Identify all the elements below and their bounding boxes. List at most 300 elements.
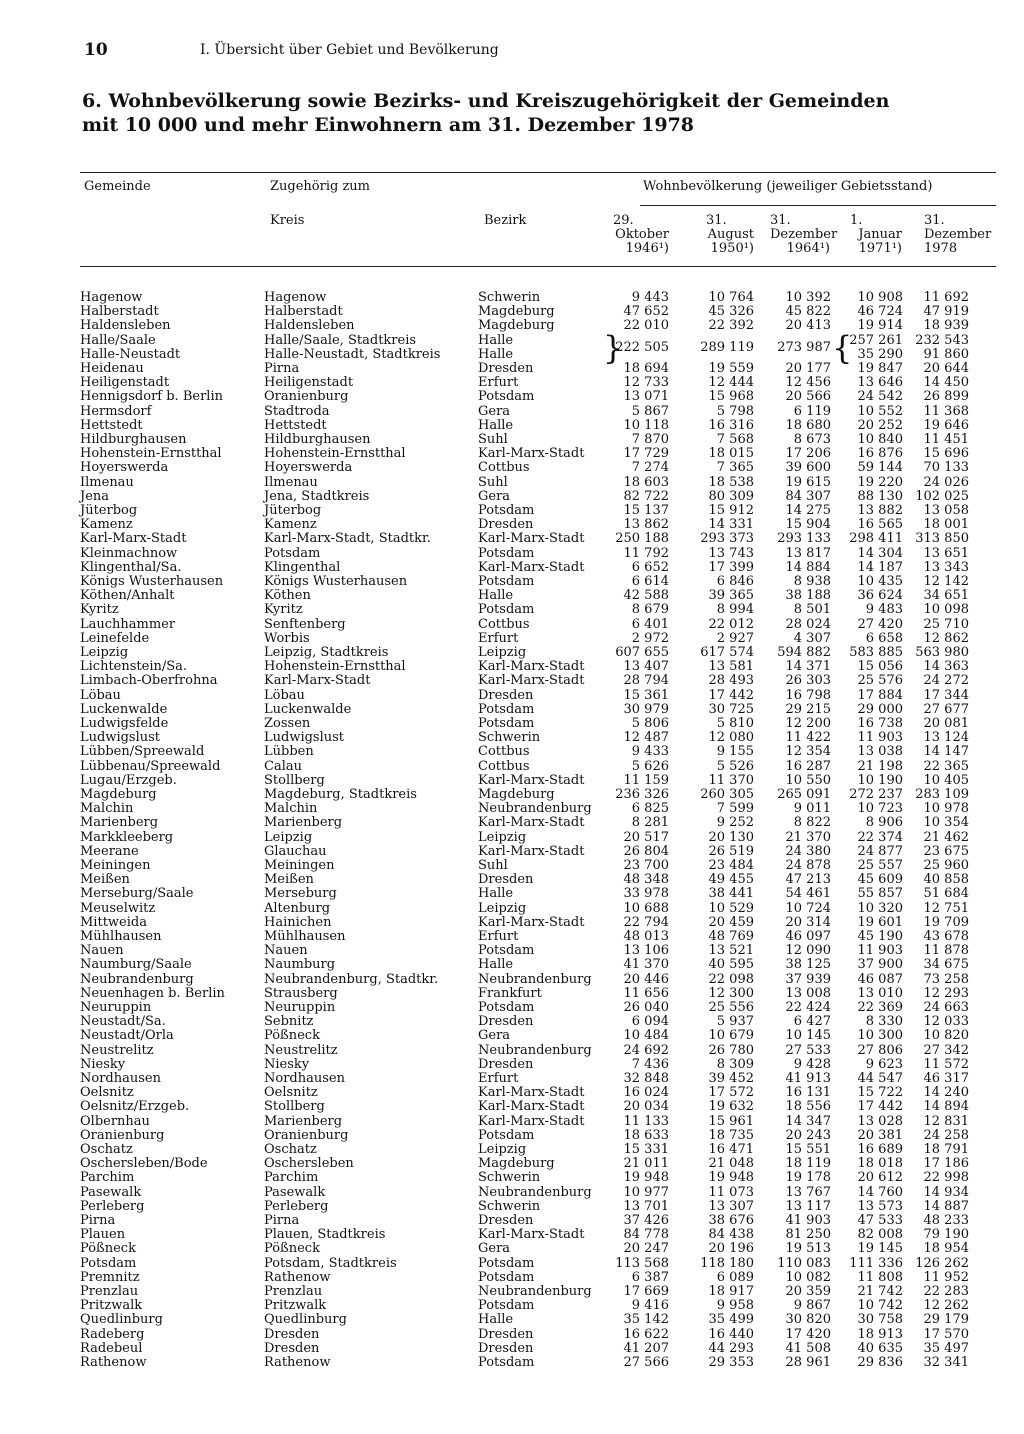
- value-1950-cell: 12 080: [708, 730, 754, 746]
- gemeinde-cell: Ludwigslust: [80, 730, 161, 746]
- gemeinde-cell: Niesky: [80, 1056, 126, 1072]
- bezirk-cell: Potsdam: [478, 602, 535, 618]
- value-1950-cell: 38 441: [708, 886, 754, 902]
- gemeinde-cell: Neustadt/Orla: [80, 1028, 174, 1044]
- value-1971-cell: 15 056: [857, 659, 903, 675]
- value-1978-cell: 24 663: [923, 1000, 969, 1015]
- table-title-line1: 6. Wohnbevölkerung sowie Bezirks- und Kreiszugehörigkeit der Gemeinden: [82, 90, 890, 112]
- value-1971-cell: 10 552: [857, 403, 903, 419]
- kreis-cell: Senftenberg: [264, 616, 346, 632]
- bezirk-cell: Dresden: [478, 1014, 534, 1030]
- brace-left: }: [603, 329, 624, 367]
- value-1971-cell: 8 906: [865, 815, 903, 831]
- value-1950-cell: 17 572: [708, 1085, 754, 1101]
- table-row: [0, 731, 1024, 745]
- gemeinde-cell: Luckenwalde: [80, 701, 168, 717]
- value-1946-cell: 28 794: [623, 673, 669, 689]
- gemeinde-cell: Kyritz: [80, 602, 119, 618]
- value-1964-cell: 19 178: [785, 1170, 831, 1186]
- value-1971-cell: 27 806: [857, 1042, 903, 1058]
- value-1964-cell: 14 347: [785, 1113, 831, 1129]
- gemeinde-cell: Lugau/Erzgeb.: [80, 772, 177, 788]
- value-1978-cell: 19 646: [923, 417, 969, 433]
- value-1978-cell: 22 998: [923, 1170, 969, 1186]
- value-1964-cell: 14 275: [785, 503, 831, 518]
- value-1946-cell: 18 603: [623, 474, 669, 490]
- value-1971-cell: 24 542: [857, 389, 903, 405]
- value-1964-cell: 19 615: [785, 474, 831, 490]
- kreis-cell: Malchin: [264, 801, 318, 817]
- value-1971-cell: 16 565: [857, 517, 903, 533]
- value-1978-cell: 13 651: [923, 545, 969, 561]
- kreis-cell: Altenburg: [264, 900, 331, 916]
- value-1946-cell: 9 443: [631, 290, 669, 305]
- value-1964-cell: 8 822: [793, 815, 831, 831]
- kreis-cell: Neuruppin: [264, 1000, 336, 1015]
- value-1964-cell: 19 513: [785, 1241, 831, 1257]
- value-1946-cell: 23 700: [623, 858, 669, 873]
- value-1978-cell: 14 894: [923, 1099, 969, 1115]
- value-1971-cell: 37 900: [857, 957, 903, 973]
- value-1964-cell: 20 413: [785, 318, 831, 334]
- value-1946-cell: 11 792: [623, 545, 669, 561]
- bezirk-cell: Dresden: [478, 1340, 534, 1356]
- value-1971-cell: 21 742: [857, 1284, 903, 1299]
- gemeinde-cell: Meerane: [80, 843, 139, 859]
- kreis-cell: Hohenstein-Ernstthal: [264, 659, 406, 675]
- value-1950-cell: 19 948: [708, 1170, 754, 1186]
- value-1971-cell: 17 884: [857, 687, 903, 703]
- value-1946-cell: 24 692: [623, 1042, 669, 1058]
- value-1946-cell: 20 034: [623, 1099, 669, 1115]
- value-1971-cell: 13 010: [857, 985, 903, 1001]
- value-1964-cell: 12 354: [785, 744, 831, 760]
- value-1950-cell: 23 484: [708, 858, 754, 873]
- value-1964-cell: 20 359: [785, 1284, 831, 1299]
- bezirk-cell: Potsdam: [478, 1269, 535, 1285]
- value-1971-cell: 22 369: [857, 1000, 903, 1015]
- table-row: [0, 1058, 1024, 1072]
- table-row: [0, 703, 1024, 717]
- gemeinde-cell: Radebeul: [80, 1340, 143, 1356]
- value-1978-cell: 19 709: [923, 914, 969, 930]
- value-1978-cell: 17 344: [923, 687, 969, 703]
- bezirk-cell: Karl-Marx-Stadt: [478, 1085, 585, 1101]
- bezirk-cell: Magdeburg: [478, 304, 555, 320]
- value-1946-cell: 607 655: [615, 645, 669, 660]
- kreis-cell: Luckenwalde: [264, 701, 352, 717]
- value-1978-cell: 27 342: [923, 1042, 969, 1058]
- gemeinde-cell: Magdeburg: [80, 787, 157, 802]
- kreis-cell: Calau: [264, 758, 302, 774]
- table-row: [0, 1228, 1024, 1242]
- table-row: [0, 902, 1024, 916]
- bezirk-cell: Dresden: [478, 517, 534, 533]
- value-1946-cell: 13 701: [623, 1198, 669, 1214]
- bezirk-cell: Potsdam: [478, 1298, 535, 1314]
- value-1964-cell: 9 867: [793, 1298, 831, 1314]
- value-1946-cell: 9 416: [631, 1298, 669, 1314]
- value-1971-cell: 10 320: [857, 900, 903, 916]
- kreis-cell: Plauen, Stadtkreis: [264, 1227, 386, 1243]
- value-1946-cell: 13 407: [623, 659, 669, 675]
- kreis-cell: Oranienburg: [264, 1127, 349, 1143]
- value-1964-cell: 37 939: [785, 971, 831, 987]
- value-1978-cell: 32 341: [923, 1355, 969, 1370]
- bezirk-cell: Leipzig: [478, 829, 527, 845]
- bezirk-cell: Frankfurt: [478, 985, 542, 1001]
- bezirk-cell: Karl-Marx-Stadt: [478, 673, 585, 689]
- value-1950-cell: 39 452: [708, 1071, 754, 1086]
- value-1946-cell: 26 040: [623, 1000, 669, 1015]
- value-1971-cell: 47 533: [857, 1213, 903, 1228]
- gemeinde-cell: Merseburg/Saale: [80, 886, 194, 902]
- table-row: [0, 845, 1024, 859]
- gemeinde-cell: Hettstedt: [80, 417, 143, 433]
- value-1971-cell: 25 576: [857, 673, 903, 689]
- kreis-cell: Magdeburg, Stadtkreis: [264, 787, 417, 802]
- gemeinde-cell: Malchin: [80, 801, 134, 817]
- value-1964-cell: 18 119: [785, 1156, 831, 1172]
- kreis-cell: Neustrelitz: [264, 1042, 338, 1058]
- value-1978-cell: 12 142: [923, 574, 969, 589]
- table-row: [0, 788, 1024, 802]
- value-1978-cell: 48 233: [923, 1213, 969, 1228]
- value-1964-cell: 110 083: [777, 1255, 831, 1271]
- table-row: [0, 717, 1024, 731]
- value-1946-cell: 47 652: [623, 304, 669, 320]
- kreis-cell: Dresden: [264, 1340, 320, 1356]
- gemeinde-cell: Markkleeberg: [80, 829, 174, 845]
- value-1971-cell: 27 420: [857, 616, 903, 632]
- table-row: [0, 376, 1024, 390]
- value-1971-cell: 18 018: [857, 1156, 903, 1172]
- header-col-1950: 31. August 1950¹): [706, 213, 754, 256]
- gemeinde-cell: Lichtenstein/Sa.: [80, 659, 188, 675]
- bezirk-cell: Karl-Marx-Stadt: [478, 914, 585, 930]
- value-1971-cell: 11 808: [857, 1269, 903, 1285]
- gemeinde-cell: Plauen: [80, 1227, 126, 1243]
- value-1950-cell: 49 455: [708, 872, 754, 888]
- table-row: [0, 660, 1024, 674]
- kreis-cell: Jüterbog: [264, 503, 322, 518]
- value-1946-cell: 42 588: [623, 588, 669, 604]
- halle-combined-1946: 222 505: [615, 340, 669, 355]
- value-1971-cell: 36 624: [857, 588, 903, 604]
- gemeinde-cell: Neubrandenburg: [80, 971, 194, 987]
- value-1950-cell: 8 994: [716, 602, 754, 618]
- value-1971-cell: 35 290: [857, 346, 903, 362]
- value-1950-cell: 260 305: [700, 787, 754, 802]
- value-1964-cell: 9 011: [793, 801, 831, 817]
- value-1946-cell: 33 978: [623, 886, 669, 902]
- value-1978-cell: 14 240: [923, 1085, 969, 1101]
- value-1978-cell: 18 001: [923, 517, 969, 533]
- value-1950-cell: 15 968: [708, 389, 754, 405]
- value-1978-cell: 126 262: [915, 1255, 969, 1271]
- kreis-cell: Naumburg: [264, 957, 336, 973]
- bezirk-cell: Halle: [478, 346, 514, 362]
- gemeinde-cell: Parchim: [80, 1170, 135, 1186]
- value-1978-cell: 13 124: [923, 730, 969, 746]
- table-row: [0, 646, 1024, 660]
- value-1978-cell: 73 258: [923, 971, 969, 987]
- gemeinde-cell: Nauen: [80, 943, 124, 959]
- table-row: [0, 532, 1024, 546]
- bezirk-cell: Erfurt: [478, 1071, 519, 1086]
- value-1964-cell: 20 566: [785, 389, 831, 405]
- bezirk-cell: Erfurt: [478, 929, 519, 944]
- bezirk-cell: Neubrandenburg: [478, 1184, 592, 1200]
- value-1971-cell: 10 840: [857, 432, 903, 447]
- value-1971-cell: 18 913: [857, 1326, 903, 1342]
- gemeinde-cell: Jüterbog: [80, 503, 138, 518]
- table-row: [0, 1100, 1024, 1114]
- gemeinde-cell: Oranienburg: [80, 1127, 165, 1143]
- value-1971-cell: 10 190: [857, 772, 903, 788]
- value-1946-cell: 48 013: [623, 929, 669, 944]
- kreis-cell: Marienberg: [264, 1113, 343, 1129]
- bezirk-cell: Potsdam: [478, 1127, 535, 1143]
- value-1971-cell: 25 557: [857, 858, 903, 873]
- value-1978-cell: 14 887: [923, 1198, 969, 1214]
- gemeinde-cell: Meiningen: [80, 858, 151, 873]
- value-1950-cell: 118 180: [700, 1255, 754, 1271]
- value-1946-cell: 2 972: [631, 630, 669, 646]
- table-row: [0, 1044, 1024, 1058]
- value-1950-cell: 7 599: [716, 801, 754, 817]
- gemeinde-cell: Hohenstein-Ernstthal: [80, 446, 222, 462]
- value-1978-cell: 24 258: [923, 1127, 969, 1143]
- bezirk-cell: Potsdam: [478, 716, 535, 731]
- value-1978-cell: 10 978: [923, 801, 969, 817]
- table-row: [0, 944, 1024, 958]
- gemeinde-cell: Marienberg: [80, 815, 159, 831]
- value-1964-cell: 13 817: [785, 545, 831, 561]
- bezirk-cell: Cottbus: [478, 758, 530, 774]
- value-1946-cell: 37 426: [623, 1213, 669, 1228]
- value-1964-cell: 30 820: [785, 1312, 831, 1328]
- value-1978-cell: 47 919: [923, 304, 969, 320]
- bezirk-cell: Magdeburg: [478, 787, 555, 802]
- bezirk-cell: Schwerin: [478, 1198, 541, 1214]
- value-1950-cell: 5 937: [716, 1014, 754, 1030]
- value-1946-cell: 6 387: [631, 1269, 669, 1285]
- value-1950-cell: 22 392: [708, 318, 754, 334]
- value-1978-cell: 35 497: [923, 1340, 969, 1356]
- value-1946-cell: 5 867: [631, 403, 669, 419]
- bezirk-cell: Karl-Marx-Stadt: [478, 659, 585, 675]
- gemeinde-cell: Kleinmachnow: [80, 545, 178, 561]
- value-1950-cell: 16 316: [708, 417, 754, 433]
- value-1964-cell: 9 428: [793, 1056, 831, 1072]
- value-1946-cell: 41 370: [623, 957, 669, 973]
- table-row: [0, 319, 1024, 333]
- value-1964-cell: 47 213: [785, 872, 831, 888]
- gemeinde-cell: Nordhausen: [80, 1071, 161, 1086]
- bezirk-cell: Magdeburg: [478, 1156, 555, 1172]
- value-1978-cell: 46 317: [923, 1071, 969, 1086]
- gemeinde-cell: Meuselwitz: [80, 900, 156, 916]
- value-1978-cell: 10 354: [923, 815, 969, 831]
- value-1946-cell: 21 011: [623, 1156, 669, 1172]
- value-1946-cell: 19 948: [623, 1170, 669, 1186]
- value-1971-cell: 30 758: [857, 1312, 903, 1328]
- gemeinde-cell: Prenzlau: [80, 1284, 139, 1299]
- header-wohnbevoelkerung: Wohnbevölkerung (jeweiliger Gebietsstand): [643, 179, 933, 194]
- kreis-cell: Hoyerswerda: [264, 460, 353, 476]
- value-1978-cell: 43 678: [923, 929, 969, 944]
- value-1964-cell: 28 961: [785, 1355, 831, 1370]
- value-1964-cell: 293 133: [777, 531, 831, 547]
- value-1950-cell: 11 073: [708, 1184, 754, 1200]
- bezirk-cell: Magdeburg: [478, 318, 555, 334]
- bezirk-cell: Dresden: [478, 1213, 534, 1228]
- gemeinde-cell: Hennigsdorf b. Berlin: [80, 389, 223, 405]
- value-1978-cell: 11 368: [923, 403, 969, 419]
- value-1971-cell: 13 028: [857, 1113, 903, 1129]
- value-1971-cell: 29 836: [857, 1355, 903, 1370]
- bezirk-cell: Halle: [478, 417, 514, 433]
- bezirk-cell: Erfurt: [478, 630, 519, 646]
- value-1950-cell: 10 529: [708, 900, 754, 916]
- value-1978-cell: 34 675: [923, 957, 969, 973]
- kreis-cell: Hildburghausen: [264, 432, 371, 447]
- subheader-rule: [640, 205, 996, 206]
- table-row: [0, 1029, 1024, 1043]
- gemeinde-cell: Perleberg: [80, 1198, 145, 1214]
- gemeinde-cell: Lübbenau/Spreewald: [80, 758, 221, 774]
- value-1950-cell: 15 961: [708, 1113, 754, 1129]
- gemeinde-cell: Ilmenau: [80, 474, 134, 490]
- value-1946-cell: 250 188: [615, 531, 669, 547]
- value-1964-cell: 14 371: [785, 659, 831, 675]
- bezirk-cell: Suhl: [478, 432, 508, 447]
- kreis-cell: Löbau: [264, 687, 305, 703]
- gemeinde-cell: Jena: [80, 488, 110, 504]
- value-1978-cell: 102 025: [915, 488, 969, 504]
- value-1978-cell: 27 677: [923, 701, 969, 717]
- bezirk-cell: Potsdam: [478, 1355, 535, 1370]
- value-1971-cell: 46 724: [857, 304, 903, 320]
- kreis-cell: Meißen: [264, 872, 314, 888]
- value-1978-cell: 14 363: [923, 659, 969, 675]
- kreis-cell: Worbis: [264, 630, 310, 646]
- table-row: [0, 859, 1024, 873]
- bezirk-cell: Karl-Marx-Stadt: [478, 446, 585, 462]
- value-1978-cell: 563 980: [915, 645, 969, 660]
- gemeinde-cell: Meißen: [80, 872, 130, 888]
- bezirk-cell: Schwerin: [478, 1170, 541, 1186]
- value-1964-cell: 10 082: [785, 1269, 831, 1285]
- gemeinde-cell: Oelsnitz/Erzgeb.: [80, 1099, 190, 1115]
- value-1950-cell: 13 307: [708, 1198, 754, 1214]
- value-1946-cell: 22 794: [623, 914, 669, 930]
- gemeinde-cell: Potsdam: [80, 1255, 137, 1271]
- value-1971-cell: 257 261: [849, 332, 903, 348]
- value-1971-cell: 10 435: [857, 574, 903, 589]
- value-1964-cell: 24 878: [785, 858, 831, 873]
- value-1978-cell: 79 190: [923, 1227, 969, 1243]
- value-1950-cell: 6 846: [716, 574, 754, 589]
- value-1964-cell: 28 024: [785, 616, 831, 632]
- value-1964-cell: 27 533: [785, 1042, 831, 1058]
- table-row: [0, 1285, 1024, 1299]
- value-1978-cell: 13 058: [923, 503, 969, 518]
- table-row: [0, 1242, 1024, 1256]
- kreis-cell: Kyritz: [264, 602, 303, 618]
- kreis-cell: Niesky: [264, 1056, 310, 1072]
- kreis-cell: Hohenstein-Ernstthal: [264, 446, 406, 462]
- value-1950-cell: 13 581: [708, 659, 754, 675]
- table-row: [0, 916, 1024, 930]
- kreis-cell: Rathenow: [264, 1355, 331, 1370]
- value-1971-cell: 21 198: [857, 758, 903, 774]
- value-1964-cell: 41 913: [785, 1071, 831, 1086]
- gemeinde-cell: Pasewalk: [80, 1184, 142, 1200]
- value-1964-cell: 594 882: [777, 645, 831, 660]
- value-1978-cell: 12 033: [923, 1014, 969, 1030]
- value-1978-cell: 11 451: [923, 432, 969, 447]
- value-1950-cell: 38 676: [708, 1213, 754, 1228]
- value-1964-cell: 22 424: [785, 1000, 831, 1015]
- gemeinde-cell: Karl-Marx-Stadt: [80, 531, 187, 547]
- value-1971-cell: 20 252: [857, 417, 903, 433]
- header-col-1978: 31. Dezember 1978: [924, 213, 992, 256]
- bezirk-cell: Halle: [478, 588, 514, 604]
- value-1946-cell: 41 207: [623, 1340, 669, 1356]
- value-1950-cell: 9 252: [716, 815, 754, 831]
- value-1964-cell: 20 243: [785, 1127, 831, 1143]
- gemeinde-cell: Hildburghausen: [80, 432, 187, 447]
- value-1946-cell: 6 614: [631, 574, 669, 589]
- kreis-cell: Potsdam: [264, 545, 321, 561]
- gemeinde-cell: Köthen/Anhalt: [80, 588, 175, 604]
- kreis-cell: Meiningen: [264, 858, 335, 873]
- kreis-cell: Halle/Saale, Stadtkreis: [264, 332, 417, 348]
- value-1978-cell: 24 026: [923, 474, 969, 490]
- table-row: [0, 518, 1024, 532]
- value-1964-cell: 11 422: [785, 730, 831, 746]
- table-row: [0, 476, 1024, 490]
- header-kreis: Kreis: [270, 213, 305, 228]
- table-row: [0, 1214, 1024, 1228]
- value-1964-cell: 20 314: [785, 914, 831, 930]
- top-rule: [80, 172, 996, 173]
- gemeinde-cell: Neuenhagen b. Berlin: [80, 985, 225, 1001]
- value-1950-cell: 40 595: [708, 957, 754, 973]
- halle-combined-row: [0, 341, 1024, 355]
- kreis-cell: Halberstadt: [264, 304, 343, 320]
- bezirk-cell: Potsdam: [478, 1000, 535, 1015]
- bezirk-cell: Cottbus: [478, 744, 530, 760]
- value-1964-cell: 13 117: [785, 1198, 831, 1214]
- gemeinde-cell: Halle-Neustadt: [80, 346, 181, 362]
- value-1946-cell: 16 024: [623, 1085, 669, 1101]
- value-1964-cell: 46 097: [785, 929, 831, 944]
- value-1946-cell: 17 729: [623, 446, 669, 462]
- value-1946-cell: 11 133: [623, 1113, 669, 1129]
- value-1978-cell: 14 147: [923, 744, 969, 760]
- kreis-cell: Kamenz: [264, 517, 317, 533]
- value-1946-cell: 30 979: [623, 701, 669, 717]
- value-1964-cell: 84 307: [785, 488, 831, 504]
- value-1964-cell: 21 370: [785, 829, 831, 845]
- value-1978-cell: 11 572: [923, 1056, 969, 1072]
- value-1978-cell: 10 098: [923, 602, 969, 618]
- value-1964-cell: 13 767: [785, 1184, 831, 1200]
- value-1946-cell: 12 733: [623, 375, 669, 391]
